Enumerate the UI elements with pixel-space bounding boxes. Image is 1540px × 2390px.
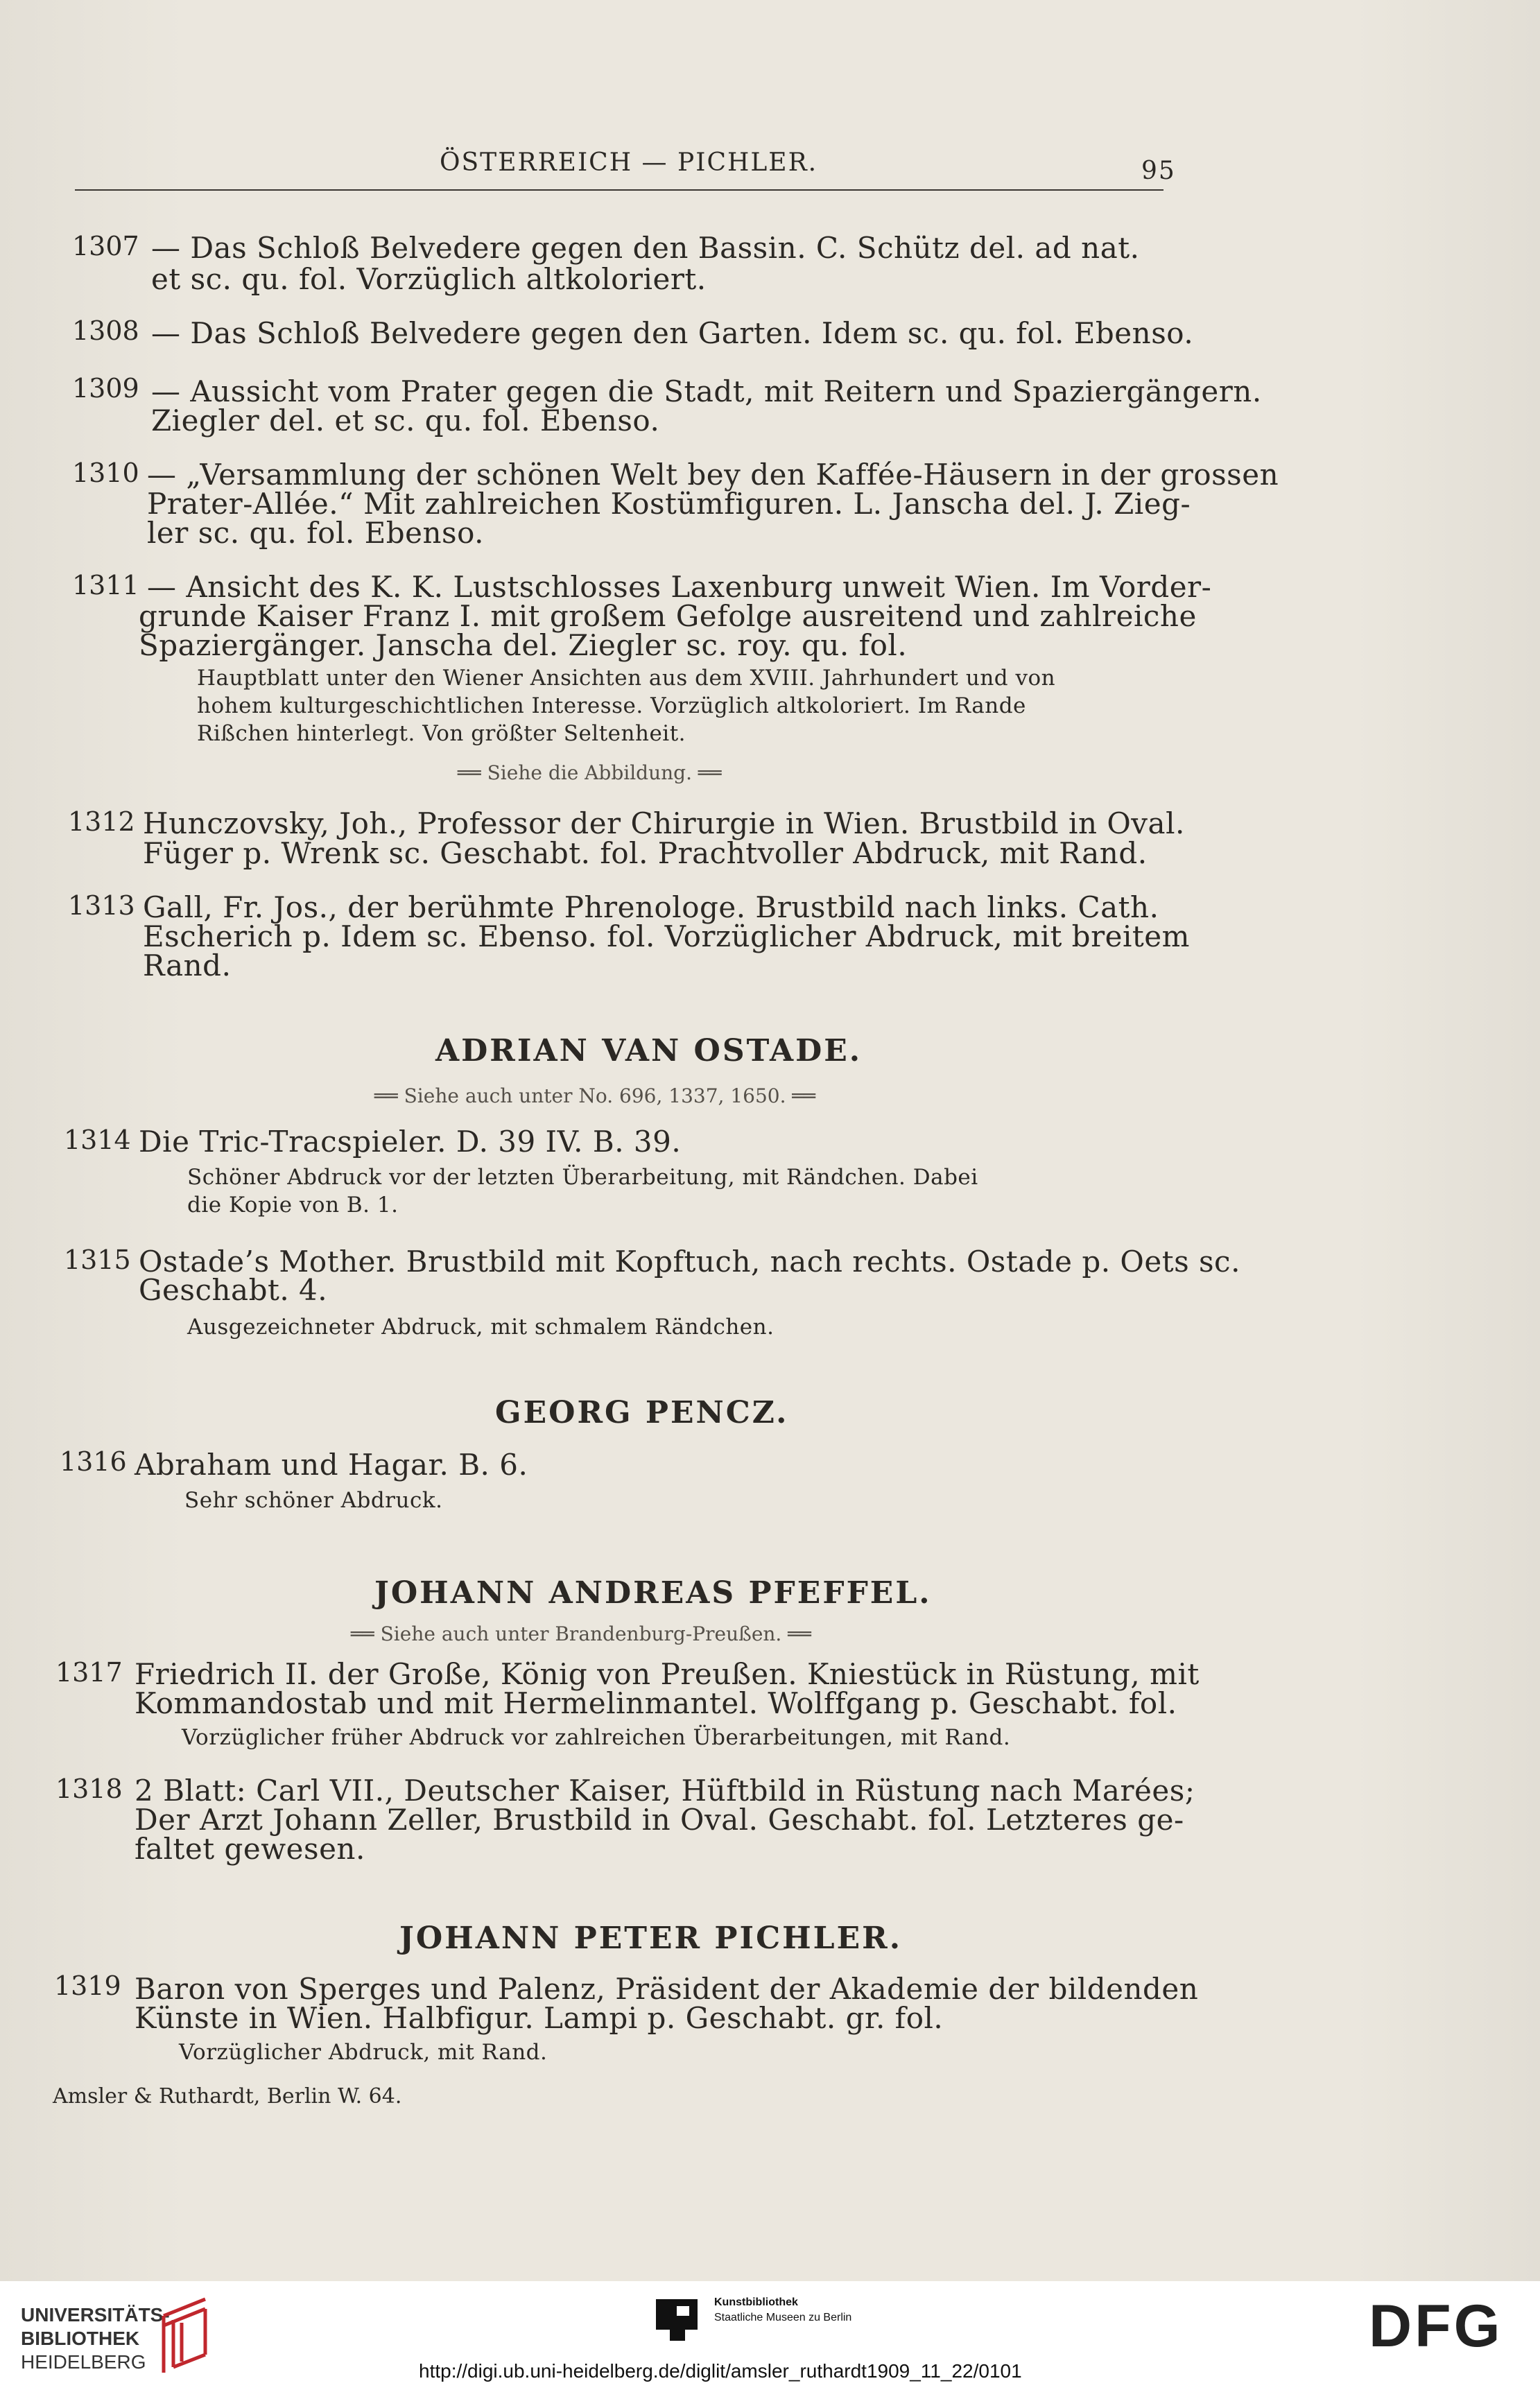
entry-line: Spaziergänger. Janscha del. Ziegler sc. roy. qu. fol.: [139, 628, 908, 662]
section-title: JOHANN ANDREAS PFEFFEL.: [374, 1575, 932, 1611]
entry-line: — „Versammlung der schönen Welt bey den Kaffée-Häusern in der grossen: [147, 458, 1279, 492]
entry-line: Ziegler del. et sc. qu. fol. Ebenso.: [151, 404, 660, 438]
entry-line: Ostade’s Mother. Brustbild mit Kopftuch, nach rechts. Ostade p. Oets sc.: [139, 1245, 1240, 1279]
header-rule: [75, 189, 1163, 191]
entry-line: Abraham und Hagar. B. 6.: [135, 1448, 528, 1482]
kunstbibliothek-label: Kunstbibliothek Staatliche Museen zu Berlin: [714, 2296, 852, 2323]
entry-note: Vorzüglicher Abdruck, mit Rand.: [179, 2040, 548, 2065]
see-also-note: ══ Siehe auch unter No. 696, 1337, 1650. ══: [374, 1084, 816, 1107]
section-title: GEORG PENCZ.: [495, 1395, 789, 1430]
see-also-note: ══ Siehe auch unter Brandenburg-Preußen. ══: [351, 1622, 811, 1645]
page-number: 95: [1141, 157, 1176, 185]
entry-number: 1312: [68, 806, 135, 837]
entry-number: 1315: [64, 1245, 131, 1275]
entry-line: Hunczovsky, Joh., Professor der Chirurgie in Wien. Brustbild in Oval.: [143, 806, 1185, 840]
entry-line: Kommandostab und mit Hermelinmantel. Wolffgang p. Geschabt. fol.: [135, 1686, 1177, 1720]
entry-number: 1309: [72, 373, 139, 404]
entry-line: Geschabt. 4.: [139, 1273, 328, 1307]
entry-line: Gall, Fr. Jos., der berühmte Phrenologe. Brustbild nach links. Cath.: [143, 890, 1159, 924]
entry-number: 1308: [72, 315, 139, 346]
entry-line: Füger p. Wrenk sc. Geschabt. fol. Prachtvoller Abdruck, mit Rand.: [143, 836, 1148, 870]
entry-line: grunde Kaiser Franz I. mit großem Gefolge ausreitend und zahlreiche: [139, 599, 1197, 633]
entry-number: 1316: [60, 1446, 127, 1477]
section-title: ADRIAN VAN OSTADE.: [435, 1033, 863, 1068]
entry-number: 1310: [72, 458, 139, 488]
entry-note: Hauptblatt unter den Wiener Ansichten aus dem XVIII. Jahrhundert und von: [197, 666, 1056, 691]
entry-line: — Das Schloß Belvedere gegen den Bassin. C. Schütz del. ad nat.: [151, 231, 1140, 265]
entry-number: 1313: [68, 890, 135, 921]
entry-note: Sehr schöner Abdruck.: [184, 1488, 443, 1513]
dfg-logo: DFG: [1369, 2293, 1503, 2359]
entry-number: 1314: [64, 1125, 131, 1155]
section-title: JOHANN PETER PICHLER.: [399, 1921, 903, 1956]
running-header: ÖSTERREICH — PICHLER.: [440, 148, 818, 177]
see-also-note: ══ Siehe die Abbildung. ══: [458, 761, 722, 784]
entry-note: Vorzüglicher früher Abdruck vor zahlreichen Überarbeitungen, mit Rand.: [182, 1725, 1011, 1750]
entry-line: Rand.: [143, 949, 232, 982]
entry-number: 1318: [55, 1774, 123, 1804]
permalink-url[interactable]: http://digi.ub.uni-heidelberg.de/diglit/amsler_ruthardt1909_11_22/0101: [419, 2360, 1022, 2382]
entry-line: et sc. qu. fol. Vorzüglich altkoloriert.: [151, 262, 707, 296]
entry-line: faltet gewesen.: [135, 1832, 365, 1866]
entry-number: 1319: [54, 1971, 121, 2001]
library-name: UNIVERSITÄTS- BIBLIOTHEK HEIDELBERG: [21, 2304, 170, 2373]
entry-note: Ausgezeichneter Abdruck, mit schmalem Rändchen.: [187, 1315, 775, 1340]
entry-line: ler sc. qu. fol. Ebenso.: [147, 516, 484, 550]
university-library-logo: [157, 2295, 215, 2377]
entry-note: hohem kulturgeschichtlichen Interesse. Vorzüglich altkoloriert. Im Rande: [197, 693, 1026, 718]
entry-number: 1311: [72, 570, 139, 600]
entry-line: Baron von Sperges und Palenz, Präsident der Akademie der bildenden: [135, 1972, 1199, 2006]
entry-note: Schöner Abdruck vor der letzten Überarbeitung, mit Rändchen. Dabei: [187, 1165, 978, 1190]
entry-number: 1317: [55, 1657, 123, 1688]
entry-line: Künste in Wien. Halbfigur. Lampi p. Geschabt. gr. fol.: [135, 2001, 944, 2035]
entry-note: die Kopie von B. 1.: [187, 1193, 399, 1218]
entry-line: Der Arzt Johann Zeller, Brustbild in Oval. Geschabt. fol. Letzteres ge-: [135, 1803, 1184, 1837]
entry-line: — Aussicht vom Prater gegen die Stadt, mit Reitern und Spaziergängern.: [151, 374, 1262, 408]
entry-number: 1307: [72, 231, 139, 261]
entry-line: 2 Blatt: Carl VII., Deutscher Kaiser, Hüftbild in Rüstung nach Marées;: [135, 1774, 1195, 1808]
entry-line: Die Tric-Tracspieler. D. 39 IV. B. 39.: [139, 1125, 682, 1159]
printer-imprint: Amsler & Ruthardt, Berlin W. 64.: [53, 2084, 402, 2108]
entry-note: Rißchen hinterlegt. Von größter Seltenheit.: [197, 721, 686, 746]
entry-line: Friedrich II. der Große, König von Preußen. Kniestück in Rüstung, mit: [135, 1657, 1200, 1691]
digitization-footer: [0, 2281, 1540, 2390]
entry-line: Escherich p. Idem sc. Ebenso. fol. Vorzüglicher Abdruck, mit breitem: [143, 919, 1190, 953]
entry-line: Prater-Allée.“ Mit zahlreichen Kostümfiguren. L. Janscha del. J. Zieg-: [147, 487, 1191, 521]
entry-line: — Das Schloß Belvedere gegen den Garten. Idem sc. qu. fol. Ebenso.: [151, 316, 1194, 350]
entry-line: — Ansicht des K. K. Lustschlosses Laxenburg unweit Wien. Im Vorder-: [147, 570, 1212, 604]
kunstbibliothek-logo: [656, 2299, 698, 2341]
